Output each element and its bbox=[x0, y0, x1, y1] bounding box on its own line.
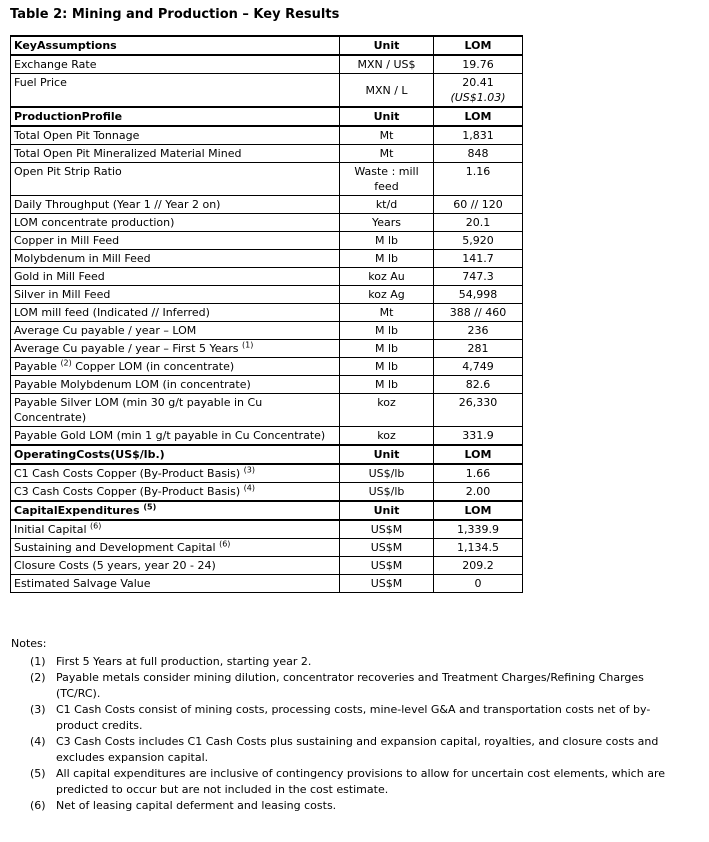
table-row bbox=[11, 232, 523, 250]
note-item bbox=[20, 702, 699, 734]
table-row bbox=[11, 250, 523, 268]
row-lom-value: 1.66 bbox=[434, 464, 523, 483]
footnote-ref: (1) bbox=[242, 340, 254, 350]
note-number: (1) bbox=[30, 655, 46, 668]
row-unit: kt/d bbox=[340, 196, 434, 214]
table-body bbox=[11, 36, 523, 593]
note-item bbox=[20, 734, 699, 766]
row-label: Gold in Mill Feed bbox=[11, 268, 340, 286]
table-row bbox=[11, 575, 523, 593]
row-unit: Mt bbox=[340, 304, 434, 322]
note-item bbox=[20, 670, 699, 702]
row-unit: US$M bbox=[340, 575, 434, 593]
table-row bbox=[11, 376, 523, 394]
note-text: C1 Cash Costs consist of mining costs, processing costs, mine-level G&A and transportation costs net of by-product credits. bbox=[56, 703, 651, 732]
row-label: Daily Throughput (Year 1 // Year 2 on) bbox=[11, 196, 340, 214]
table-row bbox=[11, 520, 523, 539]
row-unit: Unit bbox=[340, 501, 434, 520]
row-label: OperatingCosts(US$/lb.) bbox=[11, 445, 340, 464]
note-text: First 5 Years at full production, starting year 2. bbox=[56, 655, 312, 668]
row-label: Total Open Pit Mineralized Material Mined bbox=[11, 145, 340, 163]
notes-heading: Notes: bbox=[11, 637, 47, 650]
section-header-row bbox=[11, 36, 523, 55]
note-item bbox=[20, 654, 699, 670]
key-results-table bbox=[10, 35, 523, 593]
row-unit: koz Ag bbox=[340, 286, 434, 304]
row-unit: MXN / L bbox=[340, 74, 434, 108]
table-row bbox=[11, 483, 523, 502]
row-unit: US$M bbox=[340, 520, 434, 539]
row-unit: M lb bbox=[340, 340, 434, 358]
row-label: Open Pit Strip Ratio bbox=[11, 163, 340, 196]
row-lom-value: LOM bbox=[434, 36, 523, 55]
row-unit: M lb bbox=[340, 322, 434, 340]
row-unit: Mt bbox=[340, 145, 434, 163]
notes-list bbox=[10, 654, 699, 814]
row-unit: US$M bbox=[340, 539, 434, 557]
row-unit: koz bbox=[340, 427, 434, 446]
note-number: (5) bbox=[30, 767, 46, 780]
row-lom-value: 60 // 120 bbox=[434, 196, 523, 214]
row-label: Payable $^{(2)}$ Copper LOM (in concentrate) bbox=[11, 358, 340, 376]
footnote-ref: (2) bbox=[60, 358, 72, 368]
table-row bbox=[11, 358, 523, 376]
row-lom-value: 236 bbox=[434, 322, 523, 340]
row-label: Fuel Price bbox=[11, 74, 340, 108]
row-label: Payable Molybdenum LOM (in concentrate) bbox=[11, 376, 340, 394]
row-label: Total Open Pit Tonnage bbox=[11, 126, 340, 145]
row-lom-value: 19.76 bbox=[434, 55, 523, 74]
row-lom-value: 20.41 (US$1.03) bbox=[434, 74, 523, 108]
row-lom-value: 1,339.9 bbox=[434, 520, 523, 539]
table-row bbox=[11, 304, 523, 322]
row-unit: Years bbox=[340, 214, 434, 232]
row-lom-value: LOM bbox=[434, 107, 523, 126]
row-unit: Unit bbox=[340, 445, 434, 464]
note-number: (6) bbox=[30, 799, 46, 812]
row-lom-value: 0 bbox=[434, 575, 523, 593]
note-text: Payable metals consider mining dilution, concentrator recoveries and Treatment Charges/Refining Charges (TC/RC). bbox=[56, 671, 644, 700]
row-label: Molybdenum in Mill Feed bbox=[11, 250, 340, 268]
row-label: LOM concentrate production) bbox=[11, 214, 340, 232]
row-unit: koz bbox=[340, 394, 434, 427]
row-lom-value: 281 bbox=[434, 340, 523, 358]
row-label: C3 Cash Costs Copper (By-Product Basis) $^{(4)}$ bbox=[11, 483, 340, 502]
note-item bbox=[20, 798, 699, 814]
row-lom-value: 5,920 bbox=[434, 232, 523, 250]
row-unit: US$/lb bbox=[340, 483, 434, 502]
row-lom-value: 848 bbox=[434, 145, 523, 163]
table-row bbox=[11, 196, 523, 214]
row-lom-value: 747.3 bbox=[434, 268, 523, 286]
table-row bbox=[11, 268, 523, 286]
page-title: Table 2: Mining and Production – Key Results bbox=[10, 7, 340, 22]
row-label: CapitalExpenditures $^{(5)}$ bbox=[11, 501, 340, 520]
footnote-ref: (5) bbox=[143, 502, 157, 512]
row-label: Payable Silver LOM (min 30 g/t payable in Cu Concentrate) bbox=[11, 394, 340, 427]
row-unit: M lb bbox=[340, 376, 434, 394]
table-row bbox=[11, 557, 523, 575]
table-row bbox=[11, 427, 523, 446]
row-label: Payable Gold LOM (min 1 g/t payable in Cu Concentrate) bbox=[11, 427, 340, 446]
row-unit: M lb bbox=[340, 250, 434, 268]
note-text: C3 Cash Costs includes C1 Cash Costs plus sustaining and expansion capital, royalties, and closure costs and excludes expansion capital. bbox=[56, 735, 659, 764]
row-lom-value: 1.16 bbox=[434, 163, 523, 196]
table-row bbox=[11, 74, 523, 108]
row-label: Copper in Mill Feed bbox=[11, 232, 340, 250]
row-label: Average Cu payable / year – LOM bbox=[11, 322, 340, 340]
row-unit: Unit bbox=[340, 107, 434, 126]
row-lom-value: 141.7 bbox=[434, 250, 523, 268]
footnote-ref: (4) bbox=[243, 483, 255, 493]
section-header-row bbox=[11, 445, 523, 464]
note-number: (3) bbox=[30, 703, 46, 716]
table-row bbox=[11, 286, 523, 304]
row-unit: M lb bbox=[340, 358, 434, 376]
table-row bbox=[11, 55, 523, 74]
row-unit: koz Au bbox=[340, 268, 434, 286]
row-lom-value: 388 // 460 bbox=[434, 304, 523, 322]
row-label: Exchange Rate bbox=[11, 55, 340, 74]
table-row bbox=[11, 322, 523, 340]
row-label: LOM mill feed (Indicated // Inferred) bbox=[11, 304, 340, 322]
row-label: C1 Cash Costs Copper (By-Product Basis) $^{(3)}$ bbox=[11, 464, 340, 483]
section-header-row bbox=[11, 501, 523, 520]
row-unit: Mt bbox=[340, 126, 434, 145]
row-label: KeyAssumptions bbox=[11, 36, 340, 55]
note-number: (2) bbox=[30, 671, 46, 684]
row-unit: US$M bbox=[340, 557, 434, 575]
table-row bbox=[11, 539, 523, 557]
note-item bbox=[20, 766, 699, 798]
table-row bbox=[11, 394, 523, 427]
row-label: Sustaining and Development Capital $^{(6)}$ bbox=[11, 539, 340, 557]
section-header-row bbox=[11, 107, 523, 126]
row-lom-value: 2.00 bbox=[434, 483, 523, 502]
row-lom-value: 209.2 bbox=[434, 557, 523, 575]
row-lom-value: 331.9 bbox=[434, 427, 523, 446]
table-row bbox=[11, 214, 523, 232]
note-text: Net of leasing capital deferment and leasing costs. bbox=[56, 799, 337, 812]
row-lom-value: LOM bbox=[434, 501, 523, 520]
footnote-ref: (6) bbox=[219, 539, 231, 549]
notes-section bbox=[10, 636, 699, 814]
footnote-ref: (6) bbox=[90, 521, 102, 531]
row-label: ProductionProfile bbox=[11, 107, 340, 126]
row-label: Initial Capital $^{(6)}$ bbox=[11, 520, 340, 539]
row-unit: Waste : mill feed bbox=[340, 163, 434, 196]
row-lom-value: 54,998 bbox=[434, 286, 523, 304]
table-row bbox=[11, 340, 523, 358]
row-lom-value: 1,134.5 bbox=[434, 539, 523, 557]
row-lom-value: LOM bbox=[434, 445, 523, 464]
row-label: Closure Costs (5 years, year 20 - 24) bbox=[11, 557, 340, 575]
row-label: Estimated Salvage Value bbox=[11, 575, 340, 593]
row-lom-value: 4,749 bbox=[434, 358, 523, 376]
row-lom-value: 82.6 bbox=[434, 376, 523, 394]
footnote-ref: (3) bbox=[243, 465, 255, 475]
row-unit: US$/lb bbox=[340, 464, 434, 483]
table-row bbox=[11, 126, 523, 145]
note-number: (4) bbox=[30, 735, 46, 748]
table-row bbox=[11, 464, 523, 483]
row-lom-value: 20.1 bbox=[434, 214, 523, 232]
row-unit: Unit bbox=[340, 36, 434, 55]
row-unit: M lb bbox=[340, 232, 434, 250]
row-lom-value: 1,831 bbox=[434, 126, 523, 145]
table-row bbox=[11, 163, 523, 196]
note-text: All capital expenditures are inclusive of contingency provisions to allow for uncertain cost elements, which are predicted to occur but are not included in the cost estimate. bbox=[56, 767, 665, 796]
row-lom-value: 26,330 bbox=[434, 394, 523, 427]
row-unit: MXN / US$ bbox=[340, 55, 434, 74]
table-row bbox=[11, 145, 523, 163]
row-label: Silver in Mill Feed bbox=[11, 286, 340, 304]
lom-usd-equivalent: (US$1.03) bbox=[450, 91, 506, 104]
row-label: Average Cu payable / year – First 5 Years $^{(1)}$ bbox=[11, 340, 340, 358]
